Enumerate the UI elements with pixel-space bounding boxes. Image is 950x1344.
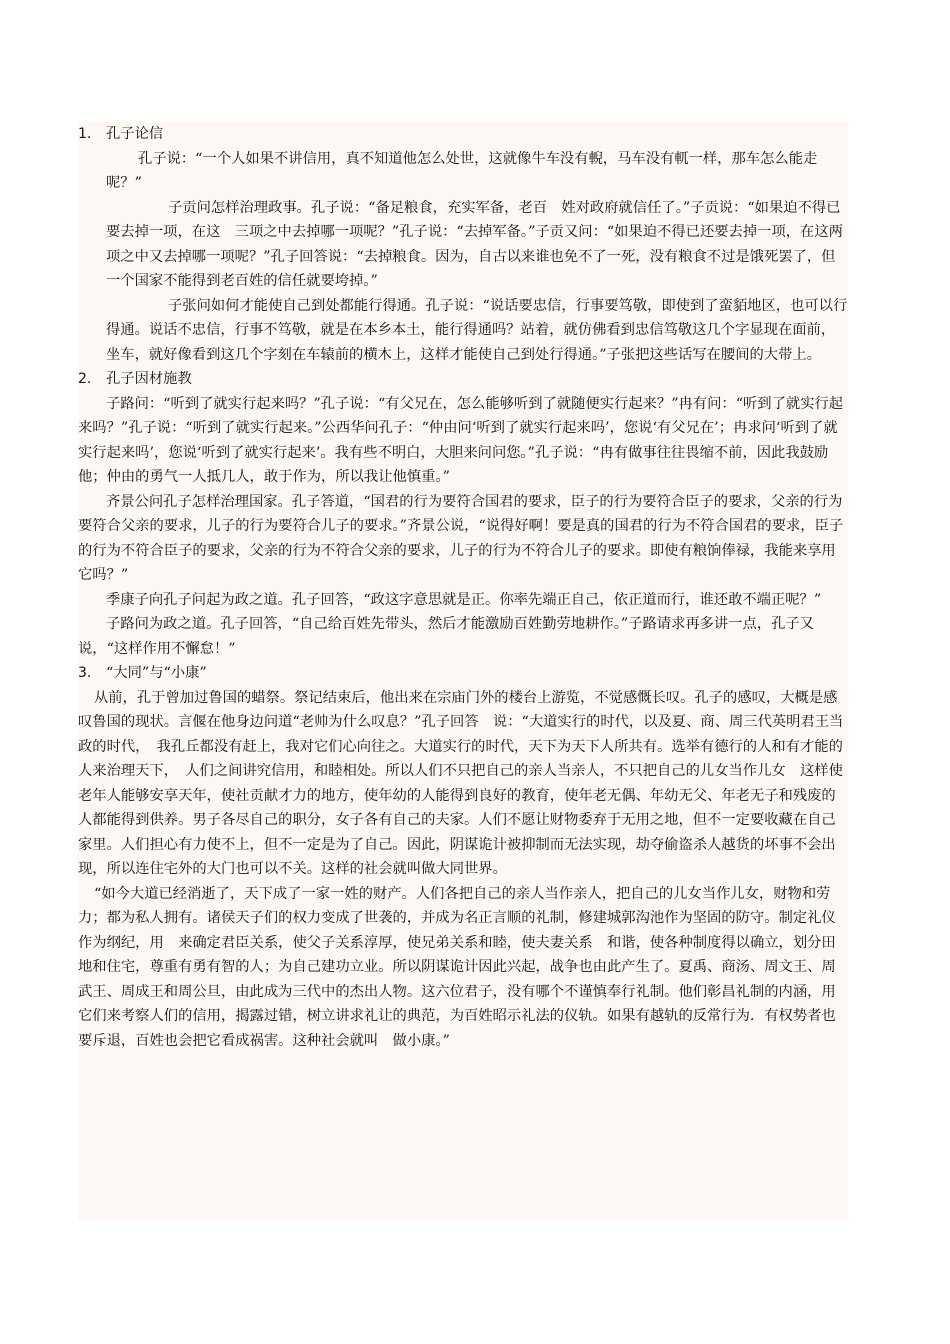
paragraph: 子张问如何才能使自己到处都能行得通。孔子说：“说话要忠信，行事要笃敬，即使到了蛮貊地区，也可以行得通。说话不忠信，行事不笃敬，就是在本乡本土，能行得通吗？站着，就仿佛看到忠信笃敬这几个字显现在面前，坐车，就好像看到这几个字刻在车辕前的横木上，这样才能使自己到处行得通。”子张把这些话写在腰间的大带上。 [106, 297, 848, 363]
section-1-body [78, 147, 848, 368]
paragraph: 季康子向孔子问起为政之道。孔子回答，“政这字意思就是正。你率先端正自己，依正道而行，谁还敢不端正呢？” [106, 591, 822, 608]
section-title: “大同”与“小康” [106, 665, 207, 681]
section-heading-3 [78, 661, 848, 686]
section-number: 2. [78, 371, 92, 387]
paragraph: “如今大道已经消逝了，天下成了一家一姓的财产。人们各把自己的亲人当作亲人，把自己的儿女当作儿女，财物和劳力；都为私人拥有。诸侯天子们的权力变成了世袭的，并成为名正言顺的礼制，修建城郭沟池作为坚固的防守。制定礼仪作为纲纪，用 来确定君臣关系，使父子关系淳厚，使兄弟关系和睦，使夫妻关系 和谐，使各种制度得以确立，划分田地和住宅，尊重有勇有智的人；为自己建功立业。所以阴谋诡计因此兴起，战争也由此产生了。夏禹、商汤、周文王、周武王、周成王和周公旦，由此成为三代中的杰出人物。这六位君子，没有哪个不谨慎奉行礼制。他们彰昌礼制的内涵，用它们来考察人们的信用，揭露过错，树立讲求礼让的典范，为百姓昭示礼法的仪轨。如果有越轨的反常行为．有权势者也要斥退，百姓也会把它看成祸害。这种社会就叫 做小康。” [78, 885, 836, 1049]
section-heading-2 [78, 367, 848, 392]
document-page [78, 122, 848, 1220]
paragraph: 子路问：“听到了就实行起来吗？”孔子说：“有父兄在，怎么能够听到了就随便实行起来？”冉有问：“听到了就实行起来吗？”孔子说：“听到了就实行起来。”公西华问孔子：“仲由问‘听到了就实行起来吗’，您说‘有父兄在’；冉求问‘听到了就实行起来吗’，您说‘听到了就实行起来’。我有些不明白，大胆来问问您。”孔子说：“冉有做事往往畏缩不前，因此我鼓励他；仲由的勇气一人抵几人，敢于作为，所以我让他慎重。” [78, 395, 844, 485]
paragraph: 子贡问怎样治理政事。孔子说：“备足粮食，充实军备，老百 姓对政府就信任了。”子贡说：“如果迫不得已要去掉一项，在这 三项之中去掉哪一项呢？”孔子说：“去掉军备。”子贡又问：“如果迫不得已还要去掉一项，在这两项之中又去掉哪一项呢？”孔子回答说：“去掉粮食。因为，自古以来谁也免不了一死，没有粮食不过是饿死罢了，但一个国家不能得到老百姓的信任就要垮掉。” [106, 199, 843, 289]
section-number: 3. [78, 665, 92, 681]
paragraph: 子路问为政之道。孔子回答，“自己给百姓先带头，然后才能激励百姓勤劳地耕作。”子路请求再多讲一点，孔子又说，“这样作用不懈怠！” [78, 616, 815, 657]
section-number: 1. [78, 126, 92, 142]
section-title: 孔子因材施教 [106, 371, 192, 387]
paragraph: 从前，孔于曾加过鲁国的蜡祭。祭记结束后，他出来在宗庙门外的楼台上游览，不觉感慨长叹。孔子的感叹，大概是感叹鲁国的现状。言偃在他身边问道“老帅为什么叹息？”孔子回答 说：“大道实行的时代，以及夏、商、周三代英明君王当政的时代， 我孔丘都没有赶上，我对它们心向往之。大道实行的时代，天下为天下人所共有。选举有德行的人和有才能的人来治理天下， 人们之间讲究信用，和睦相处。所以人们不只把自己的亲人当亲人，不只把自己的儿女当作儿女 这样使老年人能够安享天年，使社贡献才力的地方，使年幼的人能得到良好的教育，使年老无偶、年幼无父、年老无子和残废的人都能得到供养。男子各尽自己的职分，女子各有自己的夫家。人们不愿让财物委弃于无用之地，但不一定要收藏在自己家里。人们担心有力使不上，但不一定是为了自己。因此，阴谋诡计被抑制而无法实现，劫夺偷盗杀人越货的坏事不会出现，所以连住宅外的大门也可以不关。这样的社会就叫做大同世界。 [78, 689, 844, 877]
section-heading-1 [78, 122, 848, 147]
section-title: 孔子论信 [106, 126, 164, 142]
paragraph: 齐景公问孔子怎样治理国家。孔子答道，“国君的行为要符合国君的要求，臣子的行为要符合臣子的要求，父亲的行为要符合父亲的要求，儿子的行为要符合儿子的要求。”齐景公说，“说得好啊！要是真的国君的行为不符合国君的要求，臣子的行为不符合臣子的要求，父亲的行为不符合父亲的要求，儿子的行为不符合儿子的要求。即使有粮饷俸禄，我能来享用它吗？” [78, 493, 844, 583]
document-body [78, 122, 848, 1053]
paragraph: 孔子说：“一个人如果不讲信用，真不知道他怎么处世，这就像牛车没有輗，马车没有軏一样，那车怎么能走呢？” [106, 150, 818, 191]
